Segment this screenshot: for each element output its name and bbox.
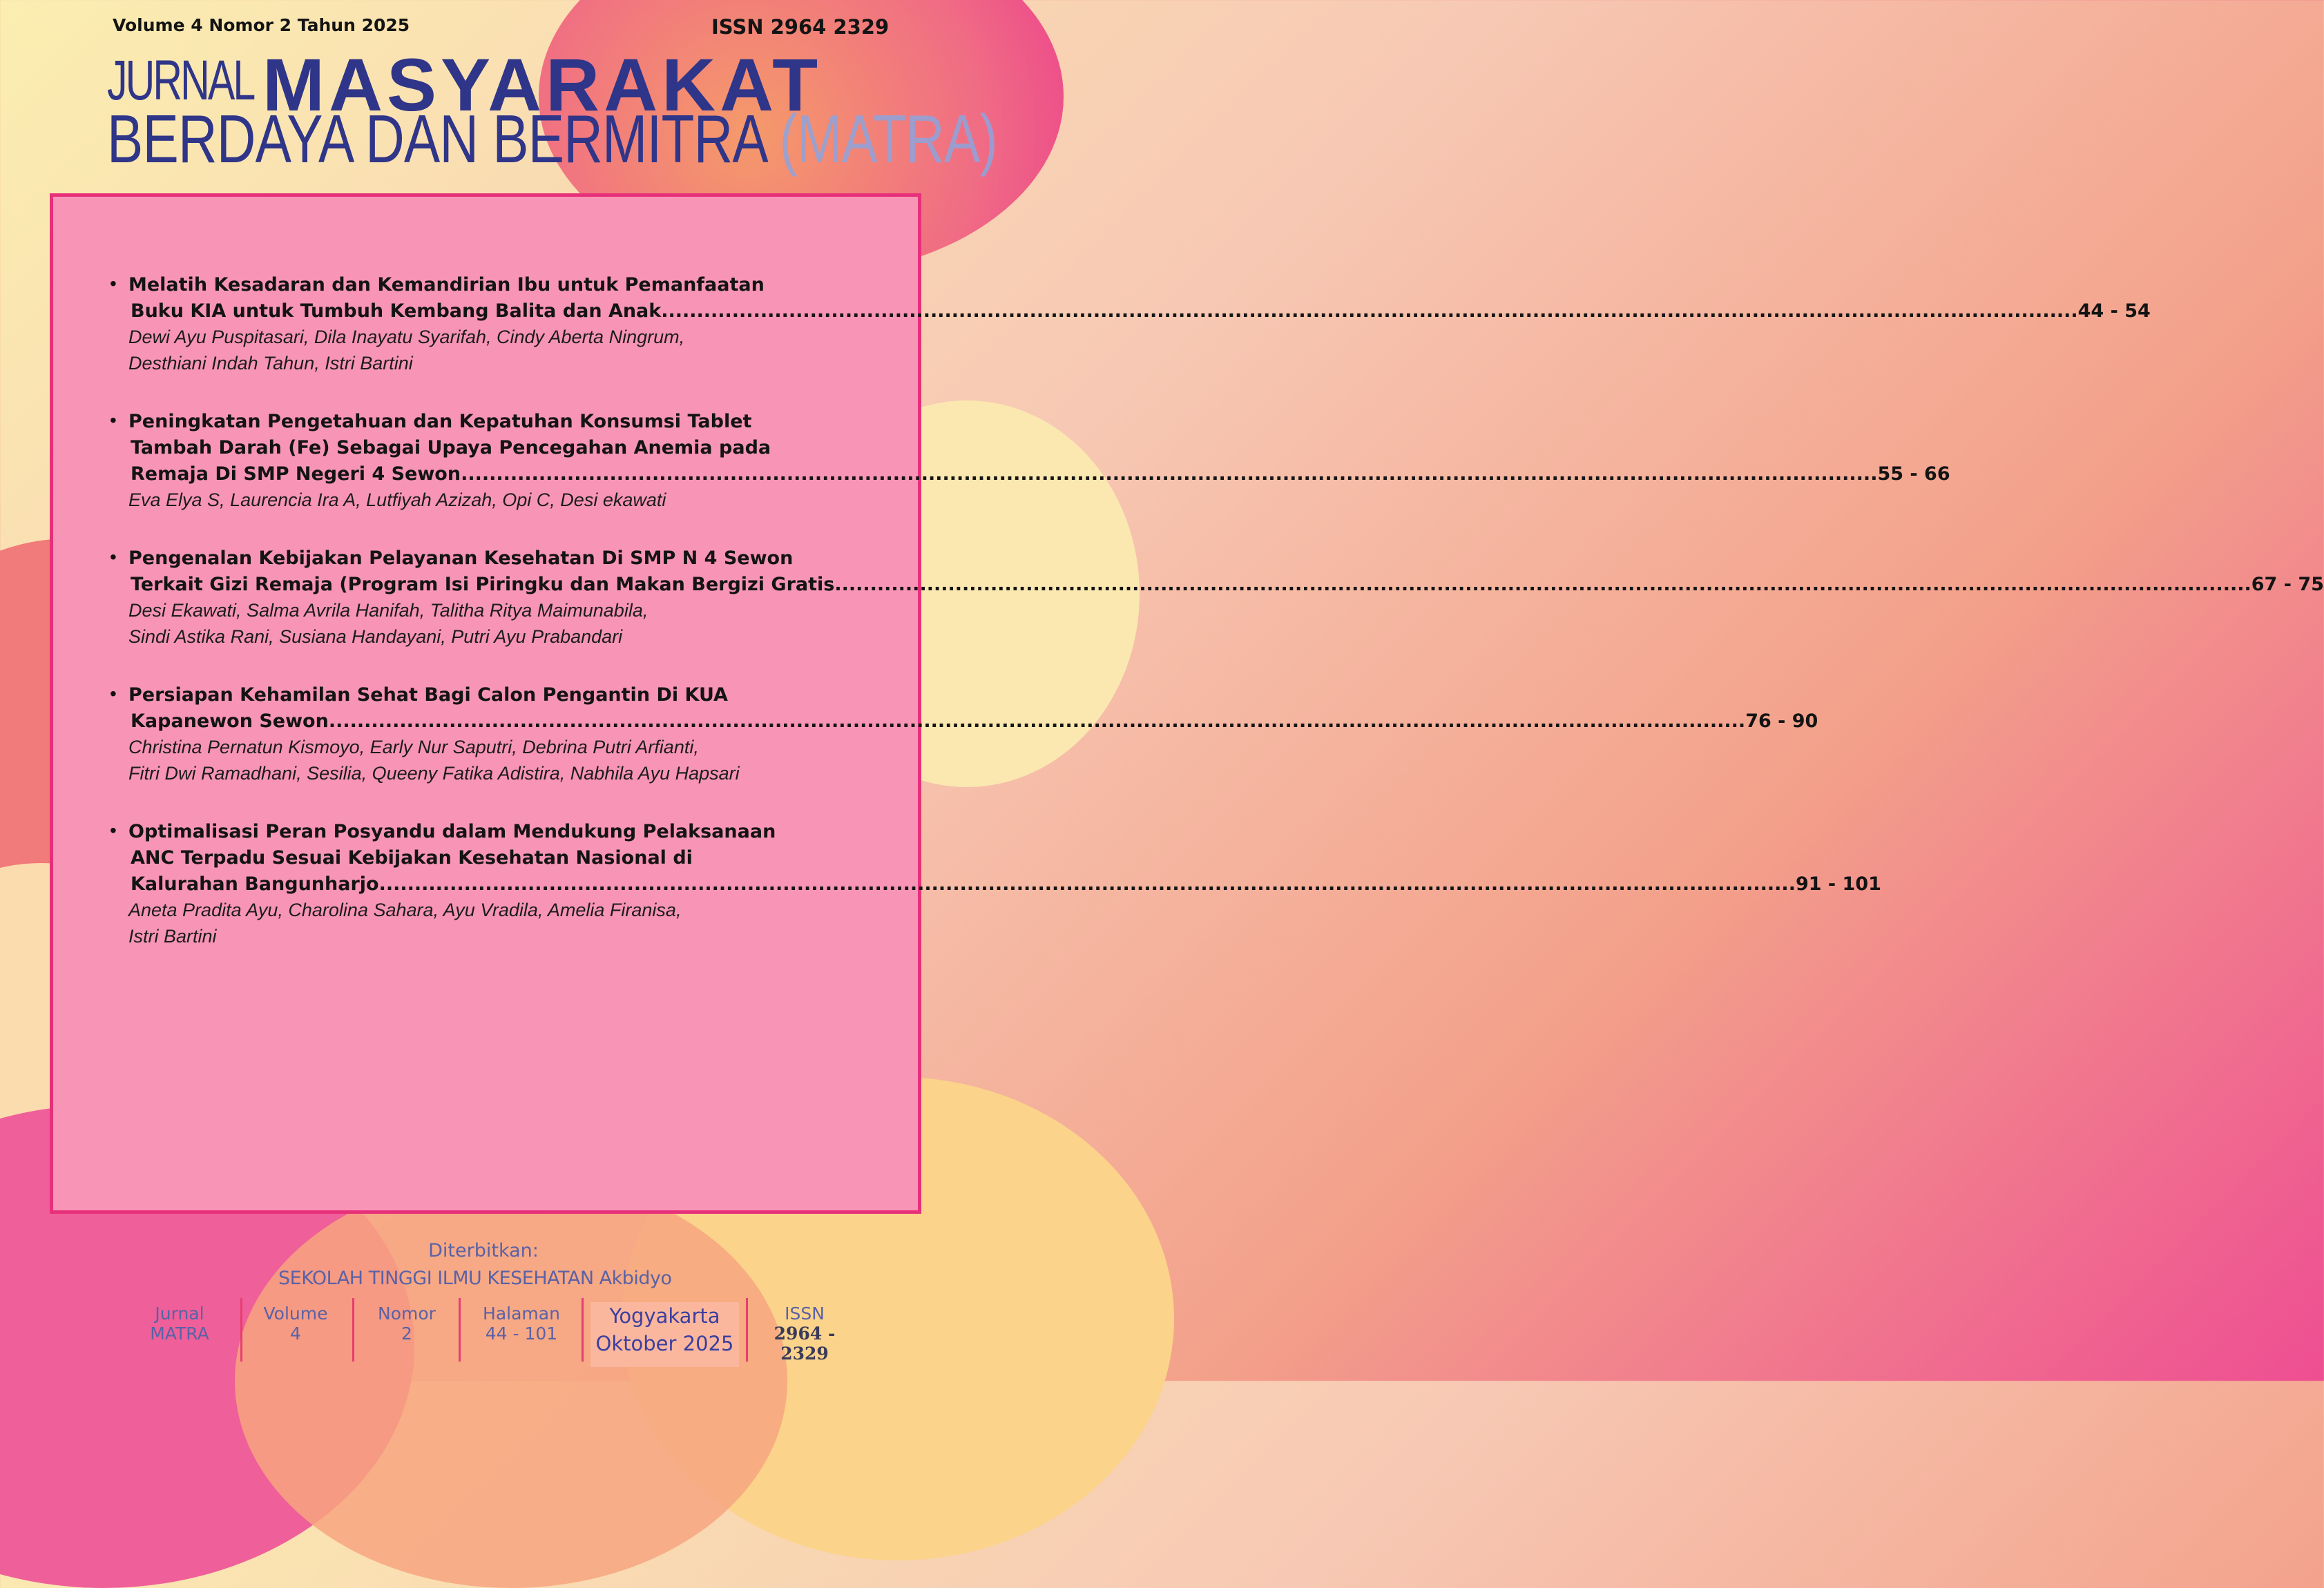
toc-page-range: 44 - 54 xyxy=(2077,300,2151,322)
bullet-icon: • xyxy=(110,409,117,431)
toc-authors: Aneta Pradita Ayu, Charolina Sahara, Ayu Vradila, Amelia Firanisa, xyxy=(128,900,682,920)
masthead-masyarakat: MASYARAKAT xyxy=(262,43,823,126)
toc-title-line: Buku KIA untuk Tumbuh Kembang Balita dan Anak ........................................................................................................................................................................................................ 44 - 54 xyxy=(131,300,2151,322)
toc-title-line: Tambah Darah (Fe) Sebagai Upaya Pencegahan Anemia pada xyxy=(131,437,771,458)
footer-nomor-label: Nomor xyxy=(378,1304,436,1324)
footer-volume xyxy=(254,1304,337,1366)
footer-volume-value: 4 xyxy=(290,1324,301,1344)
footer-journal-value: MATRA xyxy=(150,1324,209,1344)
bullet-icon: • xyxy=(110,683,117,704)
toc-authors: Christina Pernatun Kismoyo, Early Nur Saputri, Debrina Putri Arfianti, xyxy=(128,737,699,757)
table-of-contents xyxy=(53,197,2324,1210)
toc-authors: Sindi Astika Rani, Susiana Handayani, Putri Ayu Prabandari xyxy=(128,626,623,647)
footer-date: Oktober 2025 xyxy=(595,1332,734,1355)
toc-authors: Dewi Ayu Puspitasari, Dila Inayatu Syarifah, Cindy Aberta Ningrum, xyxy=(128,327,685,347)
footer-halaman xyxy=(470,1304,573,1366)
toc-authors: Desi Ekawati, Salma Avrila Hanifah, Talitha Ritya Maimunabila, xyxy=(128,600,649,621)
footer-nomor-value: 2 xyxy=(401,1324,412,1344)
toc-title-line: Remaja Di SMP Negeri 4 Sewon ........................................................................................................................................................................................................ 55 - 66 xyxy=(131,463,1950,485)
footer-place: Yogyakarta xyxy=(609,1304,720,1328)
footer-divider xyxy=(240,1298,242,1362)
footer-nomor xyxy=(365,1304,449,1366)
footer-volume-label: Volume xyxy=(263,1304,328,1324)
footer-place-date xyxy=(590,1302,739,1367)
published-label: Diterbitkan: xyxy=(428,1240,539,1261)
footer-divider xyxy=(459,1298,461,1362)
toc-authors: Desthiani Indah Tahun, Istri Bartini xyxy=(128,353,413,374)
toc-page-range: 91 - 101 xyxy=(1795,873,1881,895)
footer-journal xyxy=(142,1304,218,1366)
toc-authors: Eva Elya S, Laurencia Ira A, Lutfiyah Azizah, Opi C, Desi ekawati xyxy=(128,490,666,510)
toc-authors: Istri Bartini xyxy=(128,926,217,947)
toc-title-line: Peningkatan Pengetahuan dan Kepatuhan Konsumsi Tablet xyxy=(128,411,752,432)
footer-divider xyxy=(582,1298,584,1362)
toc-title-line: Pengenalan Kebijakan Pelayanan Kesehatan Di SMP N 4 Sewon xyxy=(128,548,794,569)
toc-title-line: Melatih Kesadaran dan Kemandirian Ibu untuk Pemanfaatan xyxy=(128,274,765,296)
toc-title-line: ANC Terpadu Sesuai Kebijakan Kesehatan Nasional di xyxy=(131,847,693,869)
toc-page-range: 67 - 75 xyxy=(2251,574,2324,595)
toc-page-range: 55 - 66 xyxy=(1877,463,1950,485)
issn-header: ISSN 2964 2329 xyxy=(711,15,890,39)
masthead-jurnal: JURNAL xyxy=(107,49,254,112)
toc-title-line: Optimalisasi Peran Posyandu dalam Mendukung Pelaksanaan xyxy=(128,821,776,842)
footer-halaman-value: 44 - 101 xyxy=(485,1324,558,1344)
masthead-line2: BERDAYA DAN BERMITRA xyxy=(107,101,765,177)
publisher-name: SEKOLAH TINGGI ILMU KESEHATAN Akbidyo xyxy=(278,1268,672,1289)
toc-authors: Fitri Dwi Ramadhani, Sesilia, Queeny Fatika Adistira, Nabhila Ayu Hapsari xyxy=(128,763,740,784)
bullet-icon: • xyxy=(110,546,117,568)
footer-divider xyxy=(746,1298,748,1362)
volume-line: Volume 4 Nomor 2 Tahun 2025 xyxy=(113,15,410,35)
footer-divider xyxy=(352,1298,354,1362)
footer-journal-label: Jurnal xyxy=(155,1304,204,1324)
footer-issn xyxy=(756,1304,853,1366)
footer-halaman-label: Halaman xyxy=(483,1304,560,1324)
toc-title-line: Kapanewon Sewon ........................................................................................................................................................................................................ 76 - 90 xyxy=(131,710,1818,732)
toc-title-line: Persiapan Kehamilan Sehat Bagi Calon Pengantin Di KUA xyxy=(128,684,728,706)
contents-panel xyxy=(50,193,2324,1214)
background-blob xyxy=(235,1174,787,1588)
toc-title-line: Terkait Gizi Remaja (Program Isi Piringku dan Makan Bergizi Gratis ........................................................................................................................................................................................................ 67 - 75 xyxy=(131,574,2324,595)
toc-title-line: Kalurahan Bangunharjo ........................................................................................................................................................................................................ 91 - 101 xyxy=(131,873,1881,895)
bullet-icon: • xyxy=(110,273,117,294)
footer-issn-value: 2964 - 2329 xyxy=(774,1324,836,1364)
footer-issn-label: ISSN xyxy=(785,1304,825,1324)
bullet-icon: • xyxy=(110,820,117,841)
masthead-abbrev: (MATRA) xyxy=(779,101,997,177)
toc-page-range: 76 - 90 xyxy=(1745,710,1818,732)
